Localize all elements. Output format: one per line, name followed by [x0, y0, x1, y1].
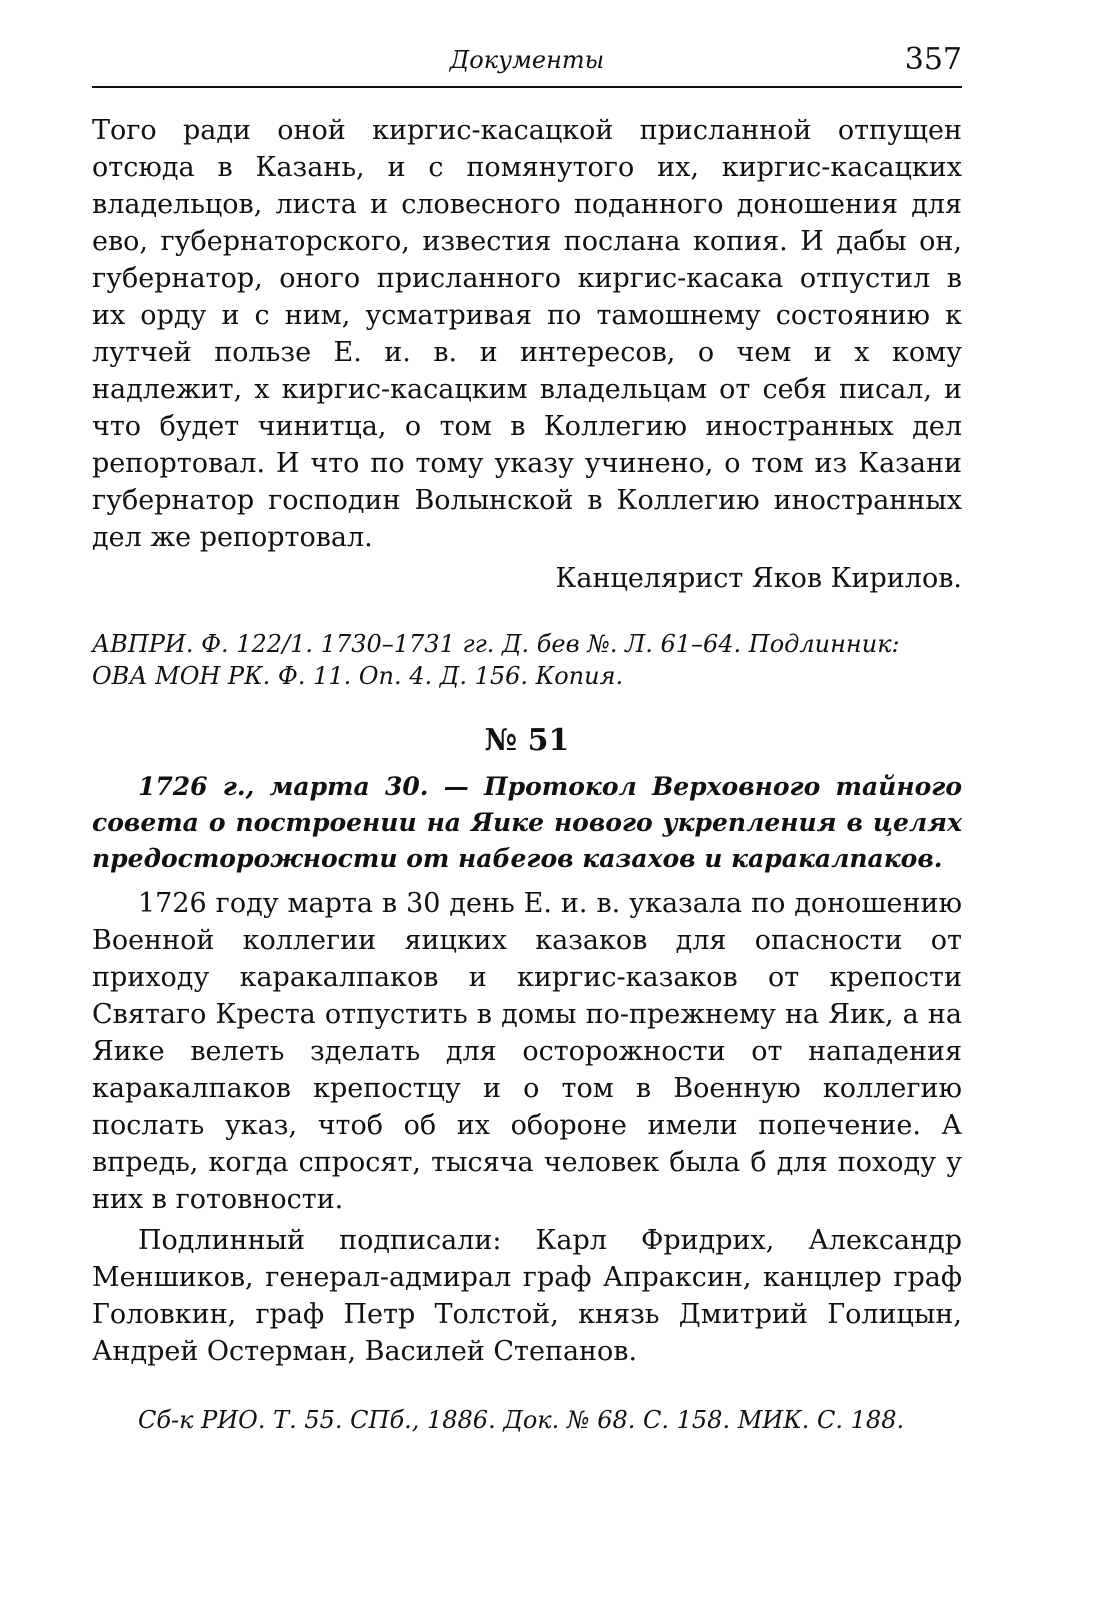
document-51-source-reference: Сб-к РИО. Т. 55. СПб., 1886. Док. № 68. С. 158. МИК. С. 188. — [138, 1406, 905, 1434]
page-number: 357 — [904, 42, 962, 77]
document-50-signature: Канцелярист Яков Кирилов. — [555, 563, 962, 594]
document-51-paragraph-2: Подлинный подписали: Карл Фридрих, Александр Меншиков, генерал-адмирал граф Апраксин, канцлер граф Головкин, граф Петр Толстой, князь Дмитрий Голицын, Андрей Остерман, Василей Степанов. — [92, 1225, 962, 1367]
document-heading: 1726 г., марта 30. — Протокол Верховного тайного совета о построении на Яике нового укрепления в целях предосторожности от набегов казахов и каракалпаков. — [92, 772, 962, 873]
document-page — [92, 38, 962, 1436]
document-50-body — [92, 112, 962, 556]
document-51-paragraph-1: 1726 году марта в 30 день Е. и. в. указала по доношению Военной коллегии яицких казаков для опасности от приходу каракалпаков и киргис-казаков от крепости Святаго Креста отпустить в домы по-прежнему на Яик, а на Яике велеть зделать для осторожности от нападения каракалпаков крепостцу и о том в Военную коллегию послать указ, чтоб об их обороне имели попечение. А впредь, когда спросят, тысяча человек была б для походу у них в готовности. — [92, 888, 962, 1215]
running-title: Документы — [449, 46, 605, 74]
page-header — [92, 38, 962, 88]
document-number: № 51 — [484, 723, 570, 758]
document-51-body — [92, 885, 962, 1370]
document-50-continuation — [92, 112, 962, 692]
document-50-archive-reference: АВПРИ. Ф. 122/1. 1730–1731 гг. Д. бев №. Л. 61–64. Подлинник: ОВА МОН РК. Ф. 11. Оп. 4. Д. 156. Копия. — [92, 630, 900, 690]
document-50-paragraph: Того ради оной киргис-касацкой присланной отпущен отсюда в Казань, и с помянутого их, киргис-касацких владельцов, листа и словесного поданного доношения для ево, губернаторского, известия послана копия. И дабы он, губернатор, оного присланного киргис-касака отпустил в их орду и с ним, усматривая по тамошнему состоянию к лутчей пользе Е. и. в. и интересов, о чем и х кому надлежит, х киргис-касацким владельцам от себя писал, и что будет чинитца, о том в Коллегию иностранных дел репортовал. И что по тому указу учинено, о том из Казани губернатор господин Волынской в Коллегию иностранных дел же репортовал. — [92, 115, 962, 553]
document-51 — [92, 721, 962, 1436]
